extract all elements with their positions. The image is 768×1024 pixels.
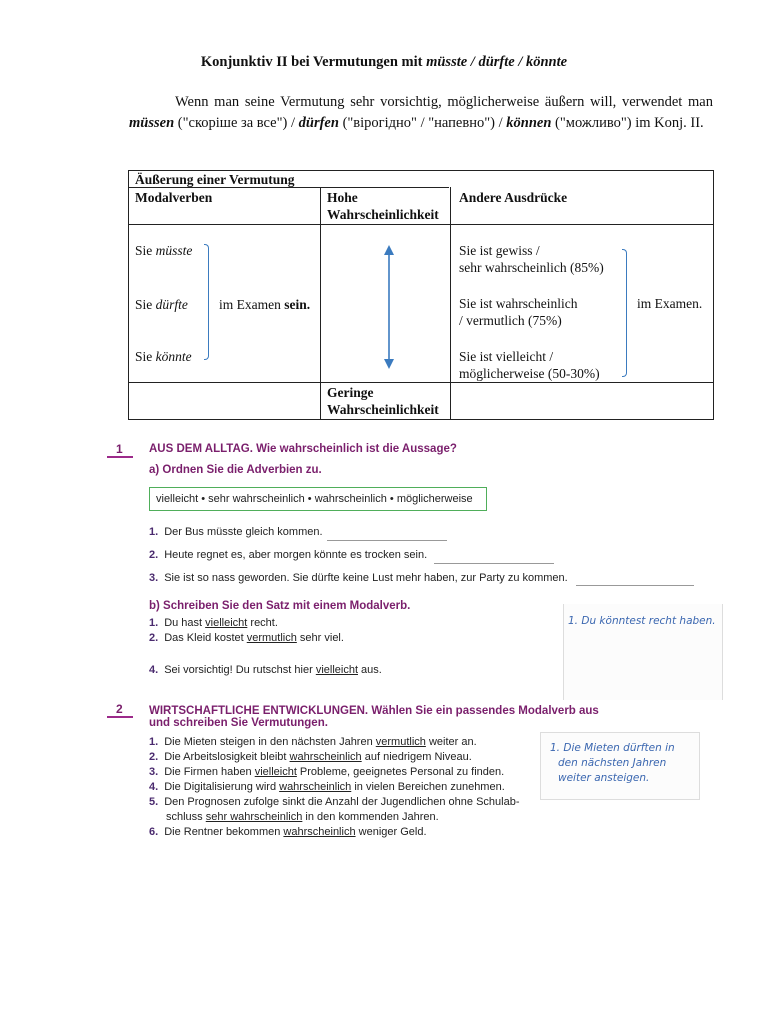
list-item: 3. Die Firmen haben vielleicht Probleme, geeignetes Personal zu finden. [149, 766, 505, 778]
grammar-table [128, 170, 714, 420]
table-divider [129, 382, 713, 383]
list-item: 2. Die Arbeitslosigkeit bleibt wahrscheinlich auf niedrigem Niveau. [149, 751, 472, 763]
list-item: 1. Die Mieten steigen in den nächsten Jahren vermutlich weiter an. [149, 736, 477, 748]
list-item: schluss sehr wahrscheinlich in den kommenden Jahren. [166, 811, 439, 823]
exercise-heading: WIRTSCHAFTLICHE ENTWICKLUNGEN. Wählen Sie ein passendes Modalverb aus und schreiben Sie Vermutungen. [149, 705, 599, 729]
table-header: Äußerung einer Vermutung [135, 172, 295, 187]
intro-paragraph: Wenn man seine Vermutung sehr vorsichtig, möglicherweise äußern will, verwendet man müssen ("скоріше за все") / dürfen ("вірогідно" / "напевно") / können ("можливо") im Konj. II. [129, 94, 713, 131]
modal-phrase: im Examen sein. [219, 297, 311, 312]
table-divider [320, 187, 321, 419]
list-item: 4. Die Digitalisierung wird wahrscheinlich in vielen Bereichen zunehmen. [149, 781, 505, 793]
bracket-icon [622, 249, 627, 377]
list-item: 1. Der Bus müsste gleich kommen. [149, 526, 323, 538]
table-divider [450, 187, 451, 419]
title-forms: müsste / dürfte / könnte [426, 54, 568, 70]
list-item: 2. Heute regnet es, aber morgen könnte es trocken sein. [149, 549, 428, 561]
exercise-number: 2 [116, 702, 123, 716]
other-phrase: im Examen. [637, 296, 703, 311]
exercise-heading: AUS DEM ALLTAG. Wie wahrscheinlich ist die Aussage? [149, 443, 457, 455]
list-item: 5. Den Prognosen zufolge sinkt die Anzahl der Jugendlichen ohne Schulab- [149, 796, 520, 808]
exercise-number-bar [107, 456, 133, 458]
other-row: Sie ist vielleicht / möglicherweise (50-30%) [459, 349, 600, 381]
list-item: 2. Das Kleid kostet vermutlich sehr viel. [149, 632, 344, 644]
page-title: Konjunktiv II bei Vermutungen mit müsste / dürfte / könnte [200, 54, 568, 70]
answer-blank[interactable] [576, 585, 694, 586]
modal-row: Sie könnte [135, 349, 192, 364]
answer-blank[interactable] [327, 540, 447, 541]
bracket-icon [204, 244, 209, 360]
exercise-number-bar [107, 716, 133, 718]
exercise-number: 1 [116, 442, 123, 456]
list-item: 1. Du hast vielleicht recht. [149, 617, 278, 629]
exercise-subheading: b) Schreiben Sie den Satz mit einem Modalverb. [149, 600, 411, 612]
col-modal-header: Modalverben [135, 190, 213, 205]
answer-blank[interactable] [434, 563, 554, 564]
list-item: 3. Sie ist so nass geworden. Sie dürfte keine Lust mehr haben, zur Party zu kommen. [149, 572, 568, 584]
col-high-header: Hohe Wahrscheinlichkeit [327, 190, 439, 222]
col-other-header: Andere Ausdrücke [459, 190, 568, 205]
word-box: vielleicht • sehr wahrscheinlich • wahrscheinlich • möglicherweise [149, 487, 487, 511]
other-row: Sie ist wahrscheinlich / vermutlich (75%) [459, 296, 578, 328]
list-item: 4. Sei vorsichtig! Du rutschst hier vielleicht aus. [149, 664, 382, 676]
exercise-subheading: a) Ordnen Sie die Adverbien zu. [149, 464, 322, 476]
handwritten-example: 1. Die Mieten dürften in den nächsten Jahren weiter ansteigen. [550, 742, 675, 784]
other-row: Sie ist gewiss / sehr wahrscheinlich (85%) [459, 243, 604, 275]
table-divider [129, 224, 713, 225]
probability-arrow-icon [382, 245, 396, 369]
modal-row: Sie müsste [135, 243, 193, 258]
list-item: 6. Die Rentner bekommen wahrscheinlich weniger Geld. [149, 826, 427, 838]
handwritten-example: 1. Du könntest recht haben. [568, 615, 716, 627]
low-probability-label: Geringe Wahrscheinlichkeit [327, 385, 439, 417]
modal-row: Sie dürfte [135, 297, 188, 312]
